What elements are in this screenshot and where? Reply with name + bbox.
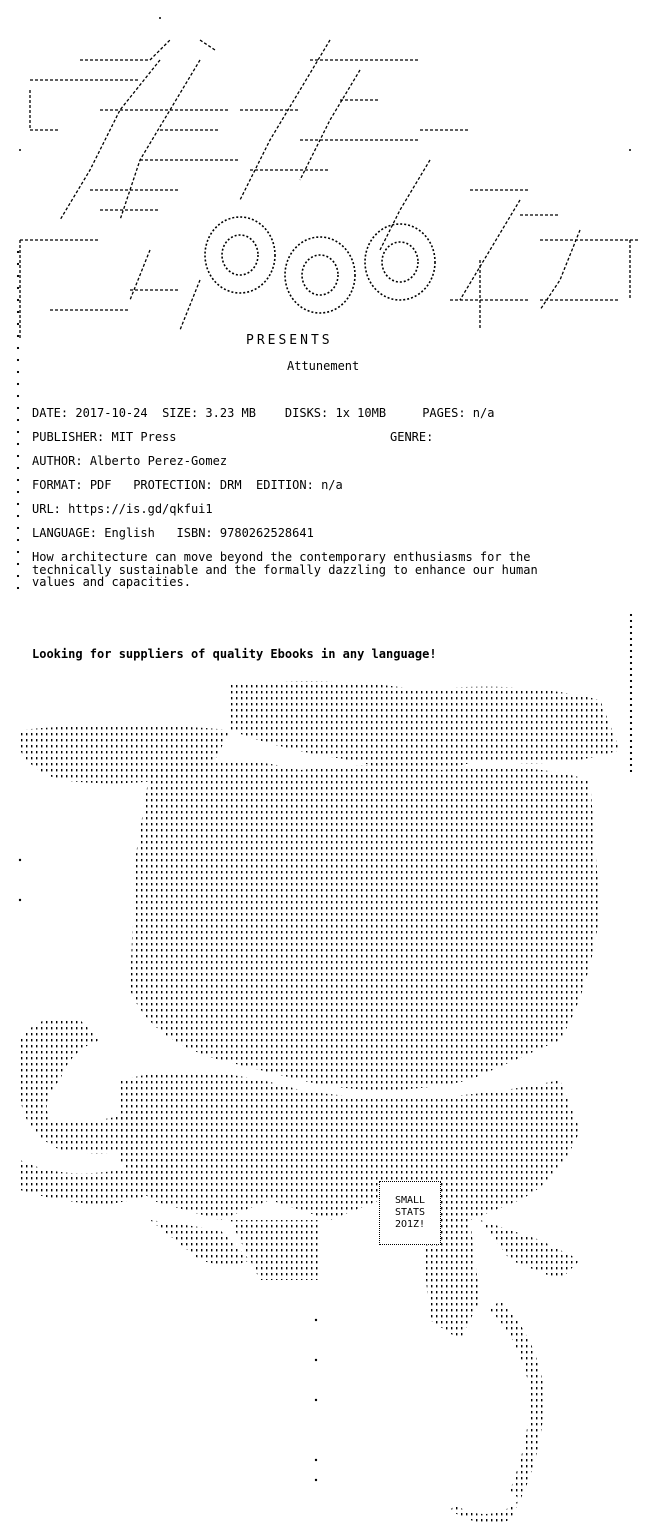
info-row-format bbox=[32, 478, 343, 492]
info-row-date bbox=[32, 406, 494, 420]
info-row-url bbox=[32, 502, 213, 516]
info-row-author bbox=[32, 454, 227, 468]
url-value[interactable]: https://is.gd/qkfui1 bbox=[68, 502, 213, 516]
info-row-language bbox=[32, 526, 314, 540]
url-label: URL: bbox=[32, 502, 61, 516]
ascii-cat-art bbox=[0, 660, 648, 1536]
suppliers-notice: Looking for suppliers of quality Ebooks in any language! bbox=[32, 647, 437, 661]
publisher-label: PUBLISHER: bbox=[32, 430, 105, 444]
publisher-value: MIT Press bbox=[111, 430, 177, 444]
info-row-publisher bbox=[32, 430, 434, 444]
protection-label: PROTECTION: bbox=[133, 478, 213, 492]
badge-line-1: SMALL bbox=[394, 1195, 426, 1206]
edition-label: EDITION: bbox=[256, 478, 314, 492]
left-dotted-border bbox=[16, 246, 20, 596]
pages-label: PAGES: bbox=[422, 406, 466, 420]
format-label: FORMAT: bbox=[32, 478, 83, 492]
date-label: DATE: bbox=[32, 406, 69, 420]
isbn-label: ISBN: bbox=[176, 526, 213, 540]
description: How architecture can move beyond the contemporary enthusiasms for the technically sustainable and the formally dazzling to enhance our human values and capacities. bbox=[32, 550, 538, 589]
language-label: LANGUAGE: bbox=[32, 526, 98, 540]
disks-value: 1x 10MB bbox=[335, 406, 387, 420]
author-label: AUTHOR: bbox=[32, 454, 83, 468]
edition-value: n/a bbox=[321, 478, 343, 492]
size-value: 3.23 MB bbox=[205, 406, 256, 420]
presents-label: PRESENTS bbox=[246, 333, 333, 348]
ascii-logo-art bbox=[0, 0, 648, 340]
language-value: English bbox=[104, 526, 155, 540]
disks-label: DISKS: bbox=[284, 406, 329, 420]
release-title: Attunement bbox=[287, 359, 360, 373]
small-stats-badge bbox=[379, 1181, 441, 1245]
protection-value: DRM bbox=[219, 478, 242, 492]
author-value: Alberto Perez-Gomez bbox=[89, 454, 228, 468]
size-label: SIZE: bbox=[162, 406, 199, 420]
format-value: PDF bbox=[89, 478, 112, 492]
pages-value: n/a bbox=[472, 406, 495, 420]
badge-line-2: STATS bbox=[394, 1207, 426, 1218]
date-value: 2017-10-24 bbox=[75, 406, 148, 420]
genre-label: GENRE: bbox=[390, 430, 434, 444]
isbn-value: 9780262528641 bbox=[219, 526, 314, 540]
badge-line-3: 2O1Z! bbox=[394, 1219, 426, 1230]
